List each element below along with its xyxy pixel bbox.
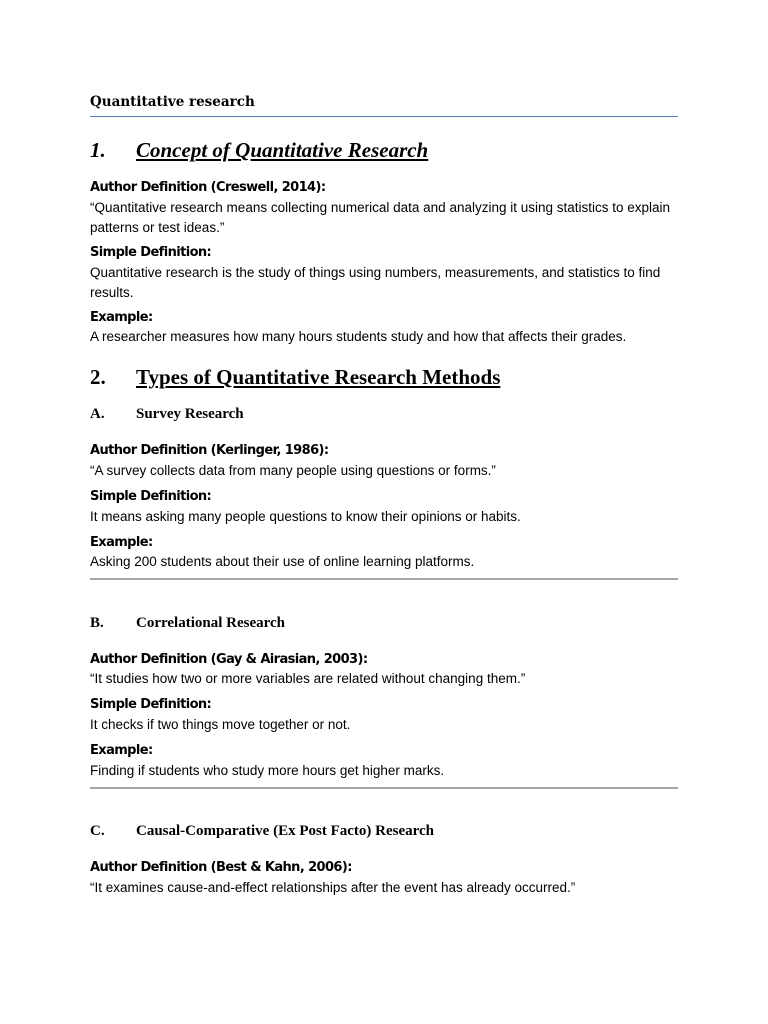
author-definition-text: “It studies how two or more variables are related without changing them.” [90, 671, 526, 686]
subsection-b-heading [90, 615, 285, 632]
subsection-title: Causal-Comparative (Ex Post Facto) Research [136, 823, 435, 839]
subsection-c-heading [90, 823, 434, 840]
author-definition-text: “Quantitative research means collecting numerical data and analyzing it using statistics to explain patterns or test ideas.” [90, 200, 671, 235]
simple-definition-label: Simple Definition: [90, 697, 212, 712]
simple-definition-label: Simple Definition: [90, 489, 212, 504]
simple-definition-label: Simple Definition: [90, 245, 212, 260]
author-definition-text: “It examines cause-and-effect relationships after the event has already occurred.” [90, 880, 576, 895]
section-number: 1. [90, 138, 106, 162]
subsection-a-heading [90, 406, 244, 423]
example-label: Example: [90, 310, 153, 325]
simple-definition-text: It checks if two things move together or not. [90, 717, 351, 732]
author-definition-label: Author Definition (Gay & Airasian, 2003): [90, 652, 368, 667]
author-definition-label: Author Definition (Best & Kahn, 2006): [90, 860, 352, 875]
simple-definition-text: It means asking many people questions to know their opinions or habits. [90, 509, 521, 524]
author-definition-label: Author Definition (Kerlinger, 1986): [90, 443, 329, 458]
author-definition-label: Author Definition (Creswell, 2014): [90, 180, 326, 195]
section-number: 2. [90, 365, 106, 389]
example-label: Example: [90, 743, 153, 758]
example-label: Example: [90, 535, 153, 550]
example-text: A researcher measures how many hours students study and how that affects their grades. [90, 329, 627, 344]
section-1-heading [90, 138, 428, 163]
document-title: Quantitative research [90, 94, 255, 110]
simple-definition-text: Quantitative research is the study of things using numbers, measurements, and statistics to find results. [90, 265, 661, 300]
example-text: Asking 200 students about their use of online learning platforms. [90, 554, 475, 569]
section-2-heading [90, 365, 500, 390]
example-text: Finding if students who study more hours get higher marks. [90, 763, 445, 778]
title-underline [90, 116, 678, 117]
section-title: Types of Quantitative Research Methods [136, 365, 501, 389]
section-title: Concept of Quantitative Research [136, 138, 429, 162]
subsection-letter: C. [90, 823, 105, 839]
subsection-title: Survey Research [136, 406, 244, 422]
author-definition-text: “A survey collects data from many people using questions or forms.” [90, 463, 496, 478]
section-divider [90, 787, 678, 789]
subsection-letter: A. [90, 406, 105, 422]
subsection-letter: B. [90, 615, 104, 631]
section-divider [90, 578, 678, 580]
subsection-title: Correlational Research [136, 615, 285, 631]
